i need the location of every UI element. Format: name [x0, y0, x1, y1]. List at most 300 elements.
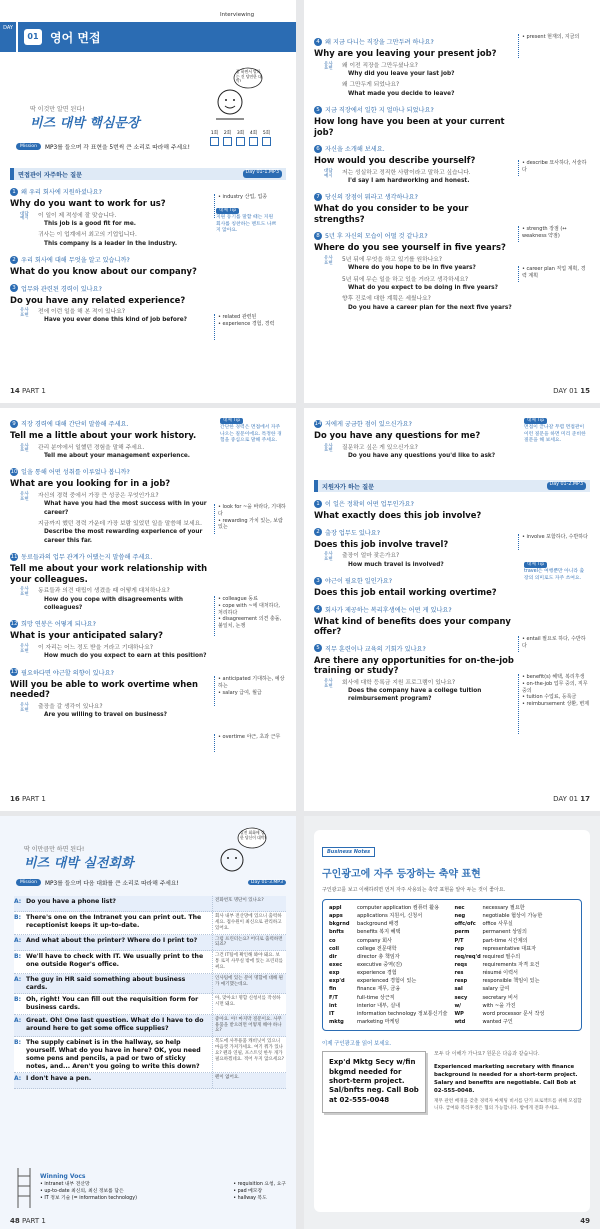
- vocab-item: • reimbursement 상환, 변제: [522, 701, 590, 707]
- question-en: How long have you been at your current job?: [314, 116, 505, 137]
- dialog-ko: 전화번호 명단이 있나요?: [212, 896, 286, 911]
- answer-item: [324, 276, 514, 293]
- abbr-term: exec: [329, 961, 343, 968]
- vocab-item: • IT 정보 기술 (= information technology): [40, 1196, 137, 1202]
- abbr-term: fin: [329, 986, 337, 993]
- vocab-note: [518, 534, 590, 550]
- answer-en: What made you decide to leave?: [348, 90, 455, 97]
- abbr-meaning: experience 경험: [357, 970, 397, 977]
- abbr-term: dir: [329, 953, 337, 960]
- abbr-item: [329, 994, 450, 1002]
- abbr-item: [454, 1010, 575, 1018]
- question-en: Where do you see yourself in five years?: [314, 242, 506, 253]
- abbr-item: [454, 994, 575, 1002]
- vocab-item: • hallway 복도: [233, 1196, 267, 1202]
- abbr-term: wtd: [454, 1018, 466, 1025]
- tip-text: 지원 동기를 말할 때는 지원 회사를 칭찬하는 멘트도 나쁘지 않아요.: [216, 215, 277, 234]
- answer-item: [20, 444, 210, 461]
- vocab-note: [518, 226, 590, 242]
- question-ko: 야근이 필요한 일인가요?: [325, 578, 392, 586]
- answer-ko: 회사에 대학 등록금 지원 프로그램이 있나요?: [342, 679, 456, 686]
- check-label: 4회: [249, 131, 258, 136]
- vocab-item: • up-to-date 최신의, 최신 정보를 담은: [40, 1189, 124, 1195]
- question-en: What do you consider to be your strengths?: [314, 203, 469, 224]
- question-number: 1: [10, 188, 18, 196]
- answer-en: This company is a leader in the industry.: [44, 240, 178, 247]
- abbr-meaning: director 총 책임자: [357, 953, 400, 960]
- question-number: 4: [314, 38, 322, 46]
- question-item: [314, 499, 514, 521]
- question-en: Does this job entail working overtime?: [314, 587, 497, 598]
- dialog-row: [14, 974, 286, 995]
- question-en: Will you be able to work overtime when needed?: [10, 678, 198, 700]
- tip-box: [216, 208, 278, 235]
- audio-badge[interactable]: Day 01-2.MP3: [547, 482, 587, 490]
- vocab-item: • describe 묘사하다, 서술하다: [522, 160, 587, 173]
- question-item: [314, 144, 514, 185]
- dialog-en: The supply cabinet is in the hallway, so help yourself. What do you have in here? OK, you need some pens and pencils, a pad or two of sticky notes, and... Aren't you going to write this down?: [26, 1039, 201, 1070]
- answer-ko: 5년 뒤에 무슨 일을 하고 있을 거라고 생각하세요?: [342, 276, 469, 283]
- dialog-en: The guy in HR said something about business cards.: [26, 975, 186, 991]
- vocab-item: • strength 장점 (↔ weakness 약점): [522, 226, 567, 239]
- dialog-table: [14, 896, 286, 1089]
- check-label: 5회: [262, 131, 271, 136]
- mp3-text: MP3를 들으며 다음 대화를 큰 소리로 따라해 주세요!: [45, 881, 179, 887]
- vocab-item: • requisition 요청, 요구: [233, 1182, 286, 1187]
- abbr-meaning: salary 급여: [482, 986, 510, 993]
- tip-title: 대체 Tip: [524, 562, 547, 568]
- tip-text: 간단한 경력은 면접에서 자주 나오는 질문이에요. 특정한 경험을 중심으로 말해 주세요.: [220, 425, 282, 444]
- question-item: [314, 528, 514, 569]
- vocab-item: • experience 경험, 경력: [218, 320, 275, 327]
- answer-en: Where do you hope to be in five years?: [348, 265, 476, 272]
- page-number: [10, 387, 46, 395]
- vocab-item: • pad 메모장: [233, 1189, 263, 1195]
- answer-tag: 유사 표현: [20, 702, 29, 713]
- abbr-meaning: negotiable 협상이 가능한: [482, 913, 543, 920]
- abbr-term: int: [329, 1002, 337, 1009]
- speaker: B:: [14, 914, 21, 921]
- day-label: DAY 01: [553, 795, 579, 803]
- dialog-ko: 좋아요. 아! 마지막 질문이요. 사무용품을 받으려면 어떻게 해야 하나요?: [212, 1015, 286, 1037]
- answer-ko: 왜 그만두게 되었나요?: [342, 82, 400, 89]
- answer-ko: 자신의 경력 중에서 가장 큰 성공은 무엇인가요?: [38, 492, 159, 499]
- vocab-note: [214, 314, 286, 340]
- abbr-item: [454, 945, 575, 953]
- abbr-meaning: representative 대표자: [482, 945, 537, 952]
- abbr-item: [454, 969, 575, 977]
- abbr-term: perm: [454, 929, 470, 936]
- abbr-meaning: background 배경: [357, 921, 399, 928]
- abbr-term: coll: [329, 945, 340, 952]
- abbr-meaning: interior 내부, 실내: [357, 1002, 401, 1009]
- speaker: B:: [14, 996, 21, 1004]
- answer-tag: 유사 표현: [20, 491, 29, 502]
- dialog-en: And what about the printer? Where do I print to?: [26, 936, 198, 944]
- abbr-table: [322, 899, 582, 1031]
- vocab-item: • salary 급여, 월급: [218, 689, 262, 696]
- question-item: [314, 105, 514, 137]
- answer-tag: 유사 표현: [324, 61, 333, 72]
- answer-item: [324, 679, 514, 704]
- answer-item: [20, 212, 206, 229]
- answer-ko: 출장이 얼마 잦은가요?: [342, 553, 400, 560]
- question-item: [10, 255, 206, 277]
- day-label: DAY 01: [553, 387, 579, 395]
- vocab-item: • benefit(s) 혜택, 복리후생: [522, 674, 585, 680]
- page-49: [304, 816, 600, 1229]
- dialog-row: [14, 896, 286, 912]
- abbr-term: offc/ofc: [454, 921, 476, 928]
- question-item: [314, 419, 514, 460]
- chapter-label: Interviewing: [220, 12, 255, 18]
- question-item: [314, 37, 514, 98]
- abbr-meaning: wanted 구인: [482, 1018, 513, 1025]
- abbr-item: [454, 904, 575, 912]
- question-ko: 일을 통해 어떤 성취를 이루었나 봅니까?: [21, 469, 130, 477]
- answer-tag: 유사 표현: [20, 443, 29, 454]
- abbr-term: reqs: [454, 961, 468, 968]
- abbr-item: [329, 928, 450, 936]
- check-3[interactable]: [236, 130, 245, 146]
- notes-tag: Business Notes: [322, 847, 375, 857]
- dialog-ko: 인사팀에 있는 분이 명함에 대해 뭔가 얘기했는데요.: [212, 974, 286, 994]
- abbr-term: nec: [454, 905, 465, 911]
- abbr-term: req/req'd: [454, 953, 481, 960]
- answer-item: [324, 444, 514, 461]
- mascot-bubble: 실전 회화에 강한 당신이 대박!: [240, 830, 266, 840]
- answer-en: This job is a good fit for me.: [44, 220, 136, 227]
- answer-tag: 대답 예시: [324, 168, 333, 179]
- audio-badge[interactable]: Day 01-3.MP3: [248, 880, 286, 885]
- question-number: 10: [10, 468, 18, 475]
- answer-tag: 유사 표현: [324, 678, 333, 689]
- question-ko: 회사가 제공하는 복리후생에는 어떤 게 있나요?: [325, 606, 452, 614]
- answer-item: [324, 169, 514, 186]
- abbr-meaning: finance 재무, 금융: [357, 986, 401, 993]
- abbr-item: [454, 1002, 575, 1010]
- page-16: [0, 408, 296, 811]
- question-ko: 희망 연봉은 어떻게 되나요?: [21, 621, 96, 629]
- mp3-instruction: [16, 878, 286, 887]
- dialog-en: We'll have to check with IT. We usually print to the one outside Roger's office.: [26, 953, 204, 968]
- dialog-ko: 아, 맞아요! 명함 신청서를 작성하시면 돼요.: [212, 994, 286, 1014]
- abbr-item: [454, 961, 575, 969]
- abbr-term: apps: [329, 913, 343, 920]
- abbr-meaning: office 사무실: [482, 921, 513, 928]
- answer-en: Do you have any questions you'd like to ask?: [348, 452, 496, 459]
- ad-translation: 재무 관련 배경을 갖춘 경력자 마케팅 비서를 단기 프로젝트를 위해 모집합니다. 급여와 복리후생은 협의 가능합니다. 밥에게 전화 주세요.: [434, 1099, 582, 1111]
- answer-en: Why did you leave your last job?: [348, 70, 455, 77]
- page-num: 15: [580, 387, 590, 395]
- speaker: A:: [14, 1075, 22, 1083]
- answer-ko: 5년 뒤에 무엇을 하고 있기를 원하나요?: [342, 256, 442, 263]
- answer-item: [20, 587, 210, 612]
- question-ko: 저에게 궁금한 점이 있으신가요?: [325, 421, 412, 428]
- question-item: [314, 605, 514, 637]
- answer-tag: 대답 예시: [20, 211, 29, 222]
- business-notes-card: [314, 830, 590, 1212]
- dialog-en: There's one on the Intranet you can print out. The receptionist keeps it up-to-date.: [26, 914, 202, 929]
- vocab-note: [518, 636, 590, 652]
- mascot-illustration: [210, 826, 270, 876]
- page-num: 16: [10, 795, 20, 803]
- question-en: What exactly does this job involve?: [314, 510, 482, 521]
- dialog-ko: 복도에 사무용품 캐비닛이 있으니 마음껏 가져가세요. 여기 뭐가 있나요? 펜과 연필, 포스트잇 한두 개가 필요하겠네요. 적어 두지 않으세요?: [212, 1037, 286, 1072]
- question-en: Tell me about your work relationship with your colleagues.: [10, 563, 208, 584]
- vocab-item: • intranet 내부 전산망: [40, 1182, 90, 1187]
- dialog-row: [14, 1073, 286, 1089]
- answer-ko: 향후 진로에 대한 계획은 세웠나요?: [342, 296, 431, 303]
- dialog-en: Great. Oh! One last question. What do I have to do around here to get some office supplies?: [26, 1016, 204, 1032]
- answer-en: Do you have a career plan for the next five years?: [348, 304, 512, 311]
- abbr-term: co: [329, 937, 336, 944]
- mp3-instruction: [16, 142, 190, 151]
- abbr-term: exp: [329, 970, 340, 977]
- question-number: 2: [314, 528, 322, 536]
- dialog-en: Oh, right! You can fill out the requisition form for business cards.: [26, 996, 199, 1011]
- question-item: [10, 668, 210, 720]
- question-en: What is your anticipated salary?: [10, 630, 163, 641]
- answer-item: [324, 552, 514, 569]
- abbr-term: res: [454, 970, 464, 977]
- speaker: A:: [14, 898, 22, 905]
- dialog-en: I don't have a pen.: [26, 1075, 92, 1083]
- abbr-meaning: requirements 자격 요건: [482, 961, 540, 968]
- check-5[interactable]: [262, 130, 271, 146]
- vocab-item: • involve 포함하다, 수반하다: [522, 534, 588, 540]
- job-ad: Exp'd Mktg Secy w/fin bkgmd needed for short-term project. Sal/bnfts neg. Call Bob at 02-555-0048: [322, 1051, 426, 1113]
- abbr-term: P/T: [454, 937, 464, 944]
- dialog-row: [14, 1015, 286, 1038]
- abbr-item: [454, 985, 575, 993]
- answer-ko: 귀사는 이 업계에서 최고의 기업입니다.: [38, 232, 137, 239]
- vocab-item: • related 관련된: [218, 314, 257, 320]
- page-number: [553, 387, 590, 395]
- abbr-meaning: secretary 비서: [482, 994, 518, 1001]
- section-header: [314, 480, 590, 492]
- vocab-note: [214, 676, 286, 706]
- ad-original: Experienced marketing secretary with finance background is needed for a short-term project. Salary and benefits are negotiable. Call Bob at 02-555-0048.: [434, 1063, 578, 1094]
- answer-en: How much travel is involved?: [348, 561, 444, 568]
- answer-tag: 유사 표현: [324, 443, 333, 454]
- vocab-note: [214, 504, 286, 534]
- answer-en: How do you cope with disagreements with colleagues?: [44, 596, 183, 611]
- vocab-item: • colleague 동료: [218, 596, 258, 602]
- answer-item: [324, 81, 514, 98]
- dialog-row: [14, 1037, 286, 1073]
- question-en: Does this job involve travel?: [314, 538, 449, 549]
- question-number: 14: [314, 420, 322, 427]
- question-number: 1: [314, 500, 322, 508]
- question-number: 12: [10, 620, 18, 627]
- page-48: [0, 816, 296, 1229]
- part-label: PART 1: [21, 795, 46, 803]
- audio-badge[interactable]: Day 01-1.MP3: [243, 170, 283, 178]
- question-en: Do you have any related experience?: [10, 294, 186, 305]
- answer-en: Have you ever done this kind of job before?: [44, 317, 188, 324]
- question-number: 2: [10, 256, 18, 264]
- abbr-term: w/: [454, 1002, 462, 1009]
- abbr-term: IT: [329, 1010, 335, 1017]
- vocab-note: [518, 34, 590, 58]
- abbr-term: resp: [454, 978, 468, 985]
- answer-item: [20, 492, 210, 517]
- abbr-term: mktg: [329, 1018, 344, 1025]
- abbr-term: appl: [329, 905, 342, 911]
- page-number: [580, 1217, 590, 1225]
- vocab-note: [518, 674, 590, 734]
- vocab-item: • on-the-job 업무 중의, 직무 중의: [522, 680, 588, 694]
- question-ko: 이 일은 정확히 어떤 업무인가요?: [325, 501, 414, 509]
- intro-title: 비즈 대박 핵심문장: [30, 116, 140, 131]
- vocab-item: • overtime 야근, 초과 근무: [218, 734, 281, 740]
- section-header: [10, 168, 286, 180]
- vocab-item: • disagreement 의견 충돌, 불일치, 논쟁: [218, 616, 282, 629]
- abbr-item: [454, 912, 575, 920]
- question-en: What do you know about our company?: [10, 266, 197, 277]
- answer-ko: 관리 분야에서 일했던 경험을 말해 주세요.: [38, 444, 145, 451]
- answer-tag: 유사 표현: [20, 643, 29, 654]
- page-title: 영어 면접: [50, 31, 101, 45]
- answer-en: Are you willing to travel on business?: [44, 711, 167, 718]
- vocab-note: [214, 734, 286, 752]
- question-number: 9: [10, 420, 18, 428]
- check-label: 3회: [236, 131, 245, 136]
- dialog-en: Do you have a phone list?: [26, 898, 116, 905]
- check-1[interactable]: [210, 130, 219, 146]
- page-17: [304, 408, 600, 811]
- check-label: 1회: [210, 131, 219, 136]
- part-label: PART 1: [21, 1217, 46, 1225]
- abbr-meaning: part-time 시간제의: [482, 937, 528, 944]
- answer-item: [20, 520, 210, 545]
- mp3-tag: Mission: [16, 143, 41, 150]
- abbr-item: [329, 912, 450, 920]
- abbr-meaning: marketing 마케팅: [357, 1018, 400, 1025]
- abbr-meaning: information technology 정보통신기술: [357, 1010, 448, 1017]
- question-ko: 자신을 소개해 보세요.: [325, 146, 385, 154]
- answer-tag: 유사 표현: [324, 255, 333, 266]
- question-item: [10, 619, 210, 660]
- question-number: 5: [314, 106, 322, 114]
- abbr-item: [329, 937, 450, 945]
- answer-en: What do you expect to be doing in five years?: [348, 285, 498, 292]
- answer-ko: 전에 이런 일을 해 본 적이 있나요?: [38, 309, 125, 316]
- abbr-item: [329, 969, 450, 977]
- vocab-item: • tuition 수업료, 등록금: [522, 694, 577, 701]
- tip-title: 대체 Tip: [524, 418, 547, 424]
- abbr-meaning: computer application 컴퓨터 활용: [357, 905, 440, 911]
- speaker: A:: [14, 1016, 22, 1024]
- abbr-item: [329, 977, 450, 985]
- abbr-meaning: required 필수의: [482, 953, 521, 960]
- question-number: 8: [314, 232, 322, 240]
- question-number: 5: [314, 644, 322, 652]
- abbr-term: secy: [454, 994, 468, 1001]
- check-2[interactable]: [223, 130, 232, 146]
- dialog-ko: 펜이 없어요.: [212, 1073, 286, 1088]
- vocab-item: • career plan 직업 계획, 경력 계획: [522, 266, 586, 279]
- vocab-note: [214, 596, 286, 636]
- part-label: PART 1: [21, 387, 46, 395]
- vocab-item: • look for ~을 바라다, 기대하다: [218, 504, 286, 517]
- abbr-item: [329, 920, 450, 928]
- mp3-tag: Mission: [16, 879, 41, 886]
- question-item: [10, 284, 206, 325]
- tip-text: travel은 여행뿐만 아니라 출장의 의미로도 자주 쓰여요.: [524, 569, 585, 581]
- ad-question: 모두 다 이해가 가나요? 원문은 다음과 같습니다.: [434, 1051, 540, 1058]
- abbr-item: [454, 953, 575, 961]
- mascot-illustration: [206, 64, 266, 124]
- answer-tag: 유사 표현: [324, 552, 333, 563]
- question-en: What are you looking for in a job?: [10, 478, 171, 489]
- answer-ko: 지금까지 했던 경력 가운데 가장 보람 있었던 일을 말씀해 보세요.: [38, 520, 203, 527]
- page-num: 14: [10, 387, 20, 395]
- abbr-item: [454, 977, 575, 985]
- abbr-item: [454, 937, 575, 945]
- abbr-meaning: experienced 경험이 있는: [357, 978, 417, 985]
- abbr-term: neg: [454, 913, 466, 920]
- question-number: 6: [314, 145, 322, 153]
- dialog-row: [14, 951, 286, 974]
- vocab-item: • entail 필요로 하다, 수반하다: [522, 636, 586, 649]
- answer-ko: 이 자리는 어느 정도 받을 거라고 기대하나요?: [38, 644, 153, 651]
- abbr-meaning: word processor 문서 작성: [482, 1010, 545, 1017]
- dialog-ko: 그럼 프린터는요? 어디로 출력하면 되죠?: [212, 935, 286, 951]
- abbr-item: [329, 1002, 450, 1010]
- answer-ko: 질문하고 싶은 게 있으신가요?: [342, 444, 418, 451]
- abbr-meaning: executive 중역(진): [357, 961, 402, 968]
- page-14: [0, 0, 296, 403]
- vocab-item: • rewarding 가치 있는, 보람 있는: [218, 517, 283, 531]
- check-4[interactable]: [249, 130, 258, 146]
- tip-box: [524, 562, 586, 582]
- question-item: [10, 187, 206, 248]
- vocab-item: • industry 산업, 업종: [218, 194, 268, 200]
- abbr-meaning: with ~을 가진: [482, 1002, 516, 1009]
- abbr-col-left: [329, 904, 450, 1026]
- question-ko: 필요하다면 야근할 의향이 있나요?: [21, 669, 114, 677]
- question-en: Do you have any questions for me?: [314, 430, 481, 440]
- answer-en: Does the company have a college tuition reimbursement program?: [348, 687, 482, 703]
- question-en: Why are you leaving your present job?: [314, 48, 497, 58]
- question-item: [314, 576, 514, 598]
- intro-title: 비즈 대박 실전회화: [24, 856, 134, 871]
- question-item: [314, 231, 514, 312]
- question-ko: 출장 업무도 있나요?: [325, 529, 381, 537]
- answer-en: I'd say I am hardworking and honest.: [348, 177, 470, 184]
- intro-small: 딱 이것만 알면 된다!: [30, 106, 85, 113]
- dialog-row: [14, 935, 286, 952]
- notes-intro: 구인광고를 보고 이해하려면 먼저 자주 사용되는 축약 표현을 알아 두는 것이 좋아요.: [322, 887, 506, 893]
- abbr-item: [329, 904, 450, 912]
- abbr-term: WP: [454, 1010, 464, 1017]
- answer-ko: 이 일이 제 적성에 잘 맞습니다.: [38, 212, 117, 219]
- vocab-item: • present 현재의, 지금의: [522, 34, 580, 40]
- vocab-item: • cope with ~에 대처하다, 처리하다: [218, 602, 280, 616]
- section-title: 면접관이 자주하는 질문: [18, 172, 83, 179]
- answer-item: [324, 295, 514, 312]
- question-number: 7: [314, 193, 322, 201]
- mascot-bubble: 잘 하면서 말하는 건 당연한 대박!: [236, 69, 262, 84]
- answer-item: [20, 703, 210, 720]
- dialog-row: [14, 912, 286, 935]
- answer-item: [324, 256, 514, 273]
- answer-item: [20, 308, 206, 325]
- vocab-note: [518, 160, 590, 176]
- answer-tag: 유사 표현: [20, 308, 29, 318]
